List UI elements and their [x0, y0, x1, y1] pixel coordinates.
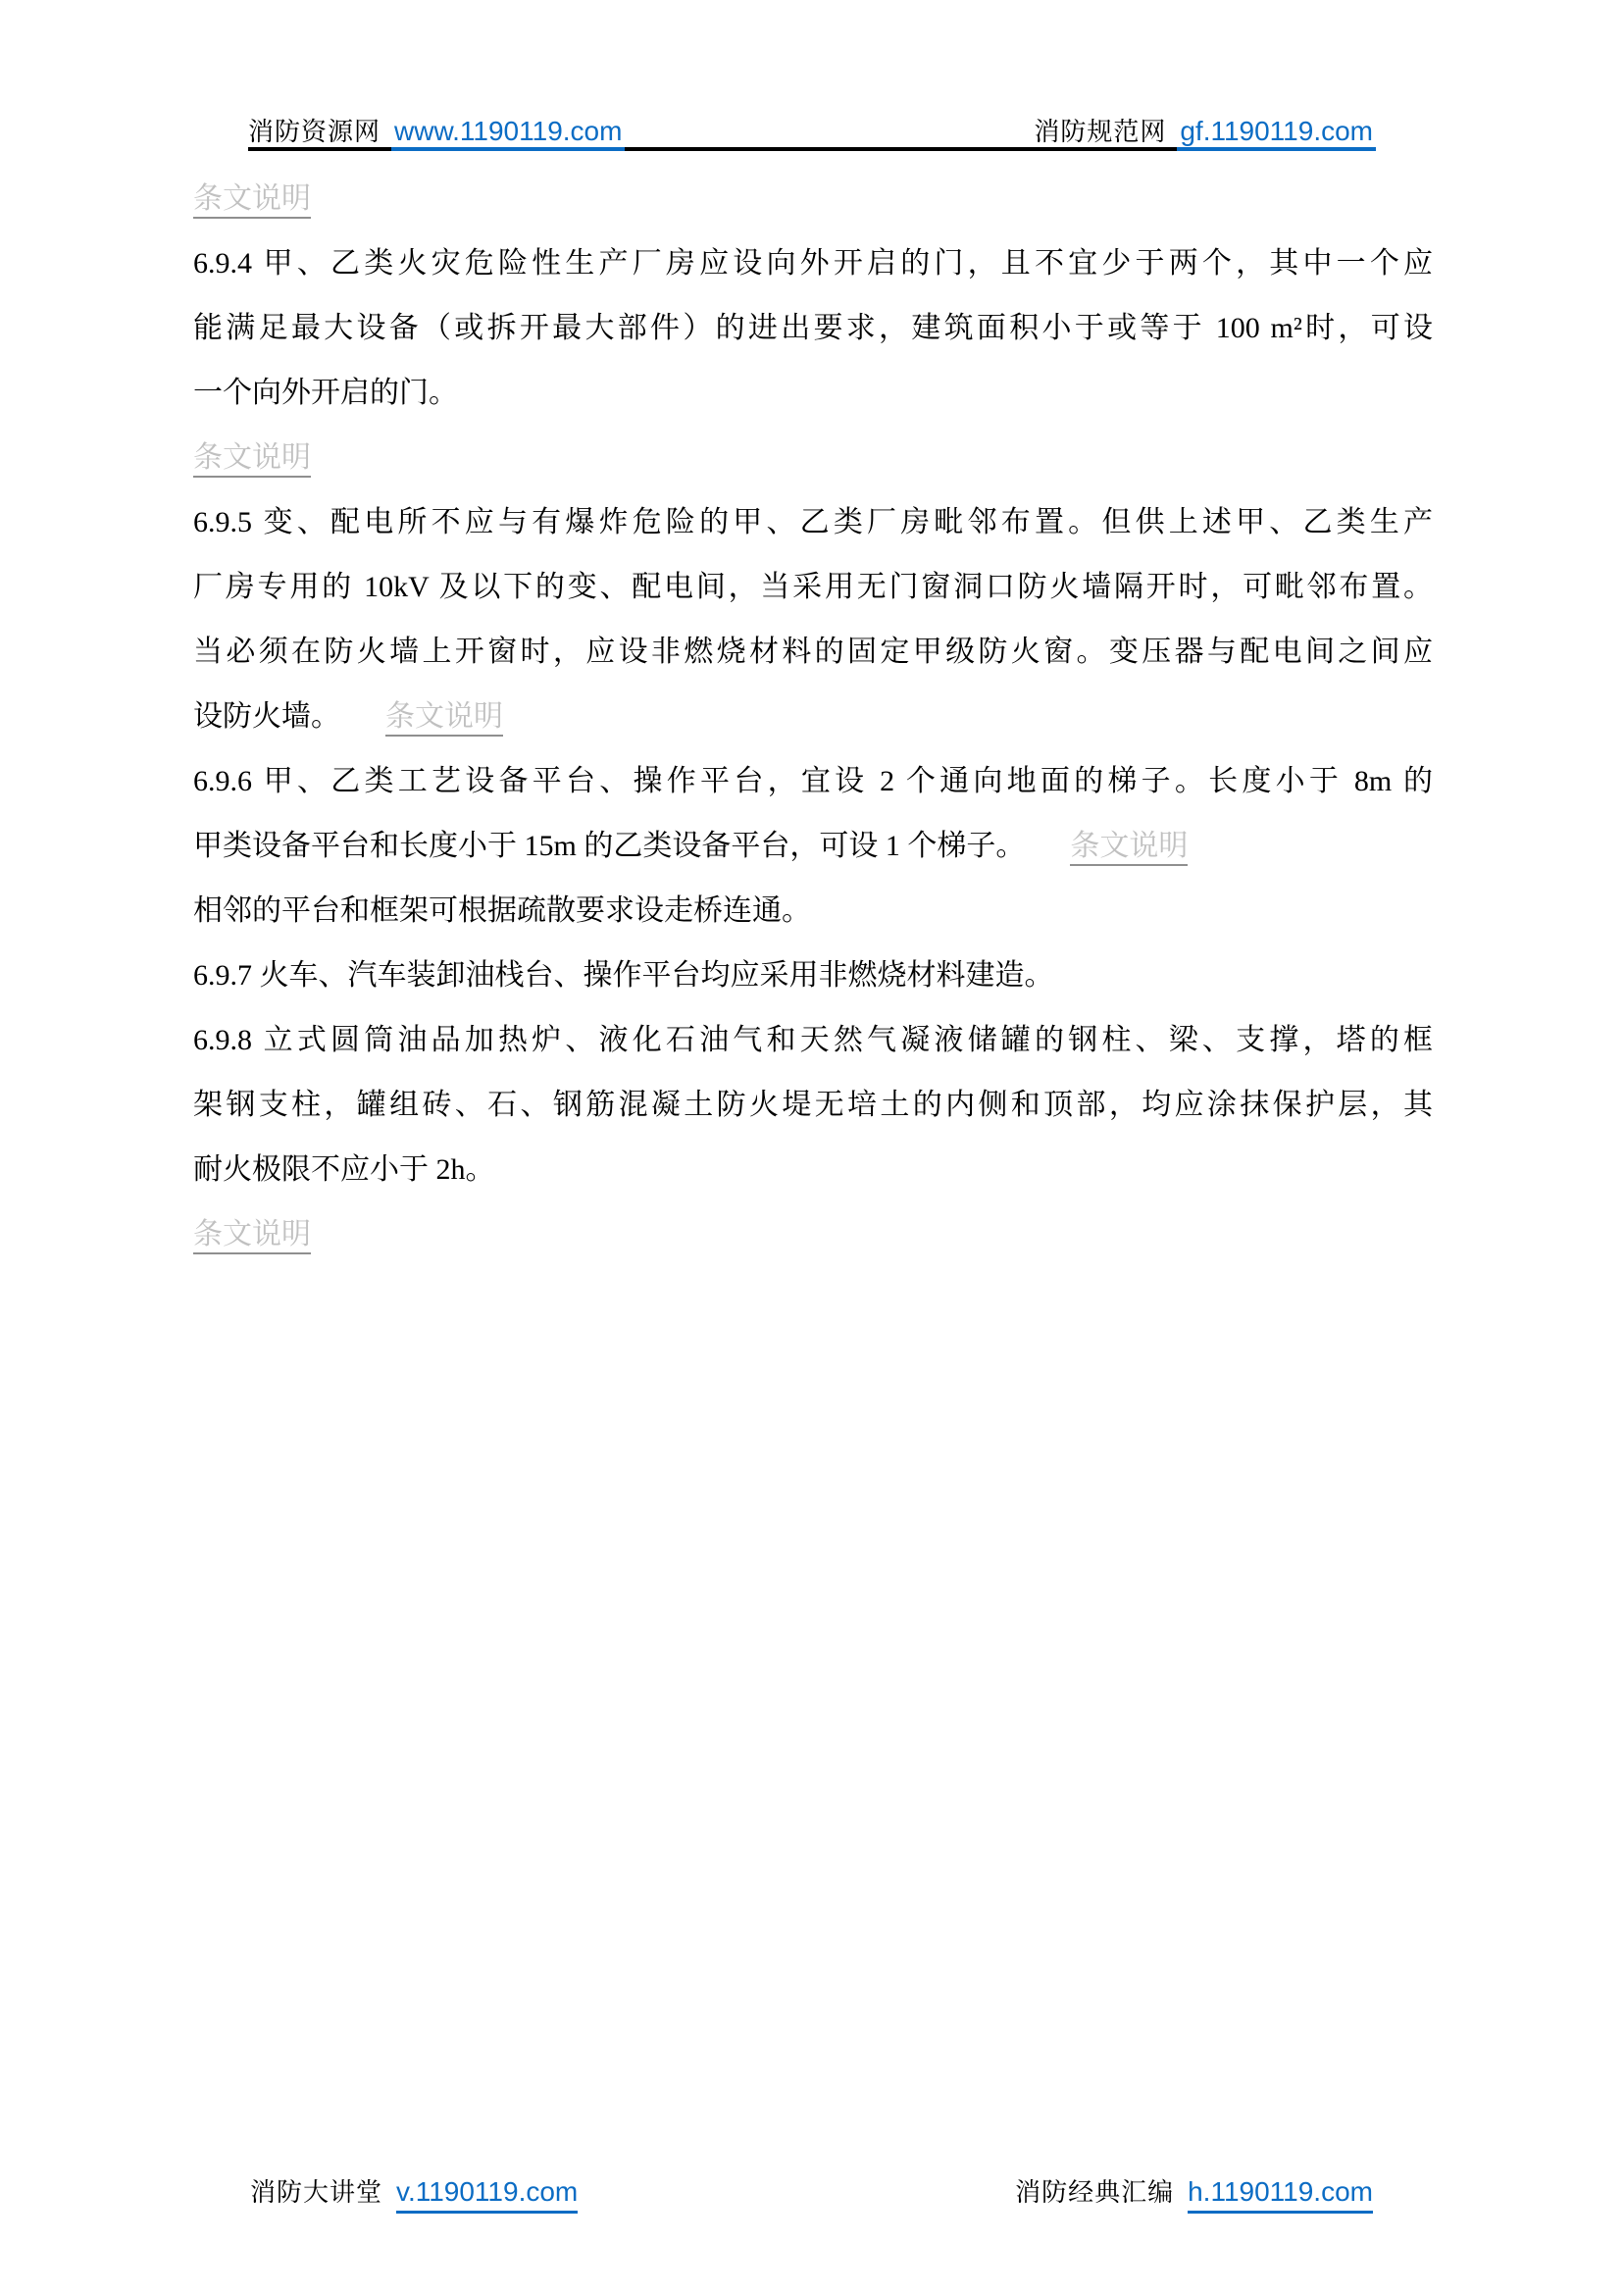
- header-right-label: 消防规范网: [1034, 118, 1167, 146]
- header-left-label: 消防资源网: [248, 118, 381, 146]
- clause-text: 6.9.8 立式圆筒油品加热炉、液化石油气和天然气凝液储罐的钢柱、梁、支撑，塔的框: [193, 1024, 1433, 1056]
- clause-text: 架钢支柱，罐组砖、石、钢筋混凝土防火堤无培土的内侧和顶部，均应涂抹保护层，其: [193, 1089, 1433, 1121]
- footer-right-link[interactable]: h.1190119.com: [1188, 2175, 1373, 2214]
- header-right-link[interactable]: gf.1190119.com: [1180, 116, 1373, 146]
- body-line: [193, 620, 1433, 685]
- body-line: [193, 1073, 1433, 1138]
- footer-left-label: 消防大讲堂: [250, 2178, 383, 2207]
- page-footer: [250, 2175, 1373, 2214]
- body-line: [193, 1202, 1433, 1267]
- footer-right-label: 消防经典汇编: [1015, 2178, 1175, 2207]
- clause-text: 甲类设备平台和长度小于 15m 的乙类设备平台，可设 1 个梯子。: [193, 830, 1026, 862]
- body-line: [193, 167, 1433, 231]
- clause-note-link[interactable]: 条文说明: [385, 700, 503, 737]
- body-line: [193, 685, 1433, 749]
- clause-text: 一个向外开启的门。: [193, 377, 458, 409]
- clause-text: 相邻的平台和框架可根据疏散要求设走桥连通。: [193, 894, 811, 927]
- header-left-group: [248, 115, 622, 149]
- body-line: [193, 555, 1433, 620]
- clause-text: 6.9.4 甲、乙类火灾危险性生产厂房应设向外开启的门，且不宜少于两个，其中一个应: [193, 247, 1433, 280]
- body-line: [193, 1138, 1433, 1202]
- body-line: [193, 814, 1433, 879]
- clause-text: 当必须在防火墙上开窗时，应设非燃烧材料的固定甲级防火窗。变压器与配电间之间应: [193, 636, 1433, 668]
- clause-text: 耐火极限不应小于 2h。: [193, 1153, 495, 1186]
- clause-note-link[interactable]: 条文说明: [193, 441, 311, 478]
- clause-text: 6.9.5 变、配电所不应与有爆炸危险的甲、乙类厂房毗邻布置。但供上述甲、乙类生产: [193, 506, 1433, 538]
- header-left-link[interactable]: www.1190119.com: [394, 116, 623, 146]
- footer-left-group: [250, 2175, 578, 2214]
- clause-note-link[interactable]: 条文说明: [193, 1218, 311, 1254]
- body-line: [193, 296, 1433, 361]
- body-line: [193, 361, 1433, 426]
- clause-text: 能满足最大设备（或拆开最大部件）的进出要求，建筑面积小于或等于 100 m²时，可设: [193, 312, 1433, 344]
- clause-note-link[interactable]: 条文说明: [1070, 830, 1188, 866]
- header-right-group: [1034, 115, 1373, 149]
- clause-text: 厂房专用的 10kV 及以下的变、配电间，当采用无门窗洞口防火墙隔开时，可毗邻布置。: [193, 571, 1433, 603]
- clause-text: 设防火墙。: [193, 700, 340, 733]
- body-line: [193, 231, 1433, 296]
- body-line: [193, 749, 1433, 814]
- body-line: [193, 426, 1433, 490]
- clause-text: 6.9.7 火车、汽车装卸油栈台、操作平台均应采用非燃烧材料建造。: [193, 959, 1054, 992]
- body-line: [193, 943, 1433, 1008]
- clause-text: 6.9.6 甲、乙类工艺设备平台、操作平台，宜设 2 个通向地面的梯子。长度小于 8m 的: [193, 765, 1433, 797]
- clause-note-link[interactable]: 条文说明: [193, 182, 311, 219]
- footer-right-group: [1015, 2175, 1373, 2214]
- body-line: [193, 879, 1433, 943]
- document-body: [193, 167, 1433, 1267]
- body-line: [193, 490, 1433, 555]
- page-header: [248, 115, 1373, 149]
- footer-left-link[interactable]: v.1190119.com: [396, 2175, 578, 2214]
- body-line: [193, 1008, 1433, 1073]
